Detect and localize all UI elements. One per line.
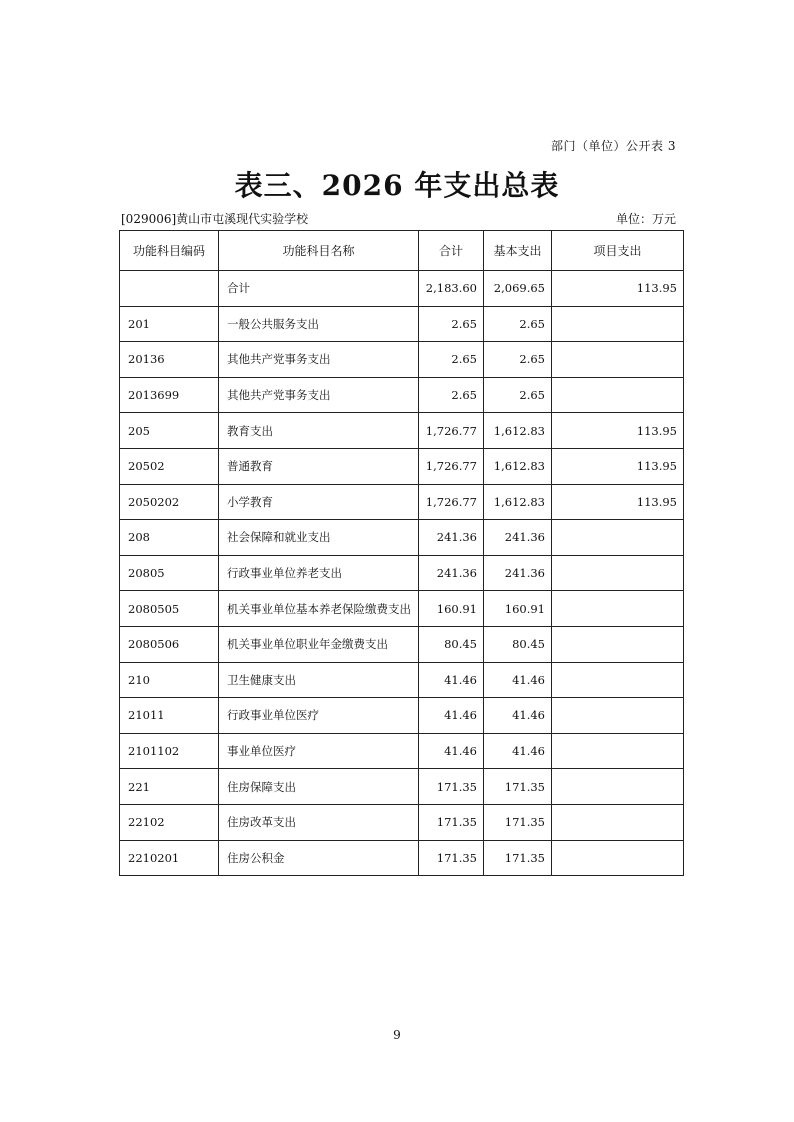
cell-code: 2210201: [120, 840, 219, 876]
cell-basic: 80.45: [484, 626, 552, 662]
table-row: [120, 769, 684, 805]
cell-total: 171.35: [419, 804, 484, 840]
cell-project: [552, 733, 684, 769]
column-header-total: 合计: [419, 231, 484, 271]
page-number: 9: [393, 1028, 401, 1042]
cell-name: 行政事业单位养老支出: [219, 555, 419, 591]
cell-code: [120, 271, 219, 307]
column-header-project: 项目支出: [552, 231, 684, 271]
cell-name: 机关事业单位基本养老保险缴费支出: [219, 591, 419, 627]
cell-total: 2,183.60: [419, 271, 484, 307]
cell-project: 113.95: [552, 271, 684, 307]
cell-total: 241.36: [419, 555, 484, 591]
cell-code: 201: [120, 306, 219, 342]
cell-project: [552, 306, 684, 342]
table-row: [120, 662, 684, 698]
table-row: [120, 342, 684, 378]
cell-name: 机关事业单位职业年金缴费支出: [219, 626, 419, 662]
cell-name: 住房保障支出: [219, 769, 419, 805]
cell-code: 205: [120, 413, 219, 449]
cell-code: 20136: [120, 342, 219, 378]
expenditure-table: [119, 230, 684, 876]
cell-basic: 1,612.83: [484, 413, 552, 449]
cell-project: [552, 769, 684, 805]
cell-total: 2.65: [419, 342, 484, 378]
cell-name: 住房改革支出: [219, 804, 419, 840]
cell-name: 住房公积金: [219, 840, 419, 876]
table-row: [120, 377, 684, 413]
table-row: [120, 733, 684, 769]
table-row: [120, 840, 684, 876]
page-title: 表三、2026 年支出总表: [234, 169, 560, 202]
cell-code: 21011: [120, 698, 219, 734]
cell-project: [552, 698, 684, 734]
cell-code: 208: [120, 520, 219, 556]
cell-name: 教育支出: [219, 413, 419, 449]
cell-basic: 1,612.83: [484, 484, 552, 520]
cell-project: [552, 377, 684, 413]
table-row: [120, 626, 684, 662]
cell-total: 171.35: [419, 840, 484, 876]
cell-name: 小学教育: [219, 484, 419, 520]
table-row: [120, 555, 684, 591]
table-row: [120, 271, 684, 307]
column-header-name: 功能科目名称: [219, 231, 419, 271]
cell-code: 22102: [120, 804, 219, 840]
cell-basic: 2,069.65: [484, 271, 552, 307]
table-body: [120, 271, 684, 876]
cell-project: 113.95: [552, 484, 684, 520]
cell-code: 20502: [120, 448, 219, 484]
cell-basic: 241.36: [484, 555, 552, 591]
cell-basic: 2.65: [484, 377, 552, 413]
cell-code: 2050202: [120, 484, 219, 520]
page-label: 部门（单位）公开表 3: [551, 139, 676, 153]
cell-project: [552, 591, 684, 627]
unit-label: 单位：万元: [615, 212, 676, 226]
cell-name: 卫生健康支出: [219, 662, 419, 698]
cell-basic: 160.91: [484, 591, 552, 627]
cell-basic: 1,612.83: [484, 448, 552, 484]
column-header-code: 功能科目编码: [120, 231, 219, 271]
cell-total: 2.65: [419, 306, 484, 342]
cell-name: 合计: [219, 271, 419, 307]
cell-basic: 41.46: [484, 733, 552, 769]
cell-name: 普通教育: [219, 448, 419, 484]
cell-basic: 241.36: [484, 520, 552, 556]
table-row: [120, 698, 684, 734]
organization-name: [029006]黄山市屯溪现代实验学校: [121, 212, 309, 226]
cell-project: [552, 520, 684, 556]
cell-code: 210: [120, 662, 219, 698]
cell-basic: 2.65: [484, 306, 552, 342]
cell-basic: 171.35: [484, 769, 552, 805]
cell-name: 其他共产党事务支出: [219, 342, 419, 378]
table-row: [120, 306, 684, 342]
cell-total: 160.91: [419, 591, 484, 627]
cell-name: 社会保障和就业支出: [219, 520, 419, 556]
cell-basic: 2.65: [484, 342, 552, 378]
cell-project: [552, 626, 684, 662]
cell-total: 241.36: [419, 520, 484, 556]
cell-basic: 41.46: [484, 662, 552, 698]
cell-basic: 171.35: [484, 804, 552, 840]
cell-project: [552, 662, 684, 698]
cell-total: 41.46: [419, 698, 484, 734]
cell-project: 113.95: [552, 448, 684, 484]
table-row: [120, 413, 684, 449]
cell-total: 41.46: [419, 662, 484, 698]
cell-code: 20805: [120, 555, 219, 591]
cell-name: 行政事业单位医疗: [219, 698, 419, 734]
cell-project: [552, 555, 684, 591]
cell-code: 2101102: [120, 733, 219, 769]
table-row: [120, 520, 684, 556]
table-row: [120, 448, 684, 484]
cell-code: 221: [120, 769, 219, 805]
cell-code: 2080505: [120, 591, 219, 627]
cell-total: 1,726.77: [419, 484, 484, 520]
cell-total: 80.45: [419, 626, 484, 662]
cell-basic: 171.35: [484, 840, 552, 876]
cell-basic: 41.46: [484, 698, 552, 734]
cell-code: 2080506: [120, 626, 219, 662]
cell-project: [552, 342, 684, 378]
table-row: [120, 591, 684, 627]
cell-total: 1,726.77: [419, 413, 484, 449]
cell-project: [552, 804, 684, 840]
cell-project: [552, 840, 684, 876]
table-header-row: [120, 231, 684, 271]
cell-project: 113.95: [552, 413, 684, 449]
column-header-basic: 基本支出: [484, 231, 552, 271]
cell-total: 1,726.77: [419, 448, 484, 484]
cell-code: 2013699: [120, 377, 219, 413]
table-row: [120, 484, 684, 520]
cell-name: 其他共产党事务支出: [219, 377, 419, 413]
table-row: [120, 804, 684, 840]
cell-total: 41.46: [419, 733, 484, 769]
cell-name: 一般公共服务支出: [219, 306, 419, 342]
cell-total: 171.35: [419, 769, 484, 805]
cell-name: 事业单位医疗: [219, 733, 419, 769]
cell-total: 2.65: [419, 377, 484, 413]
